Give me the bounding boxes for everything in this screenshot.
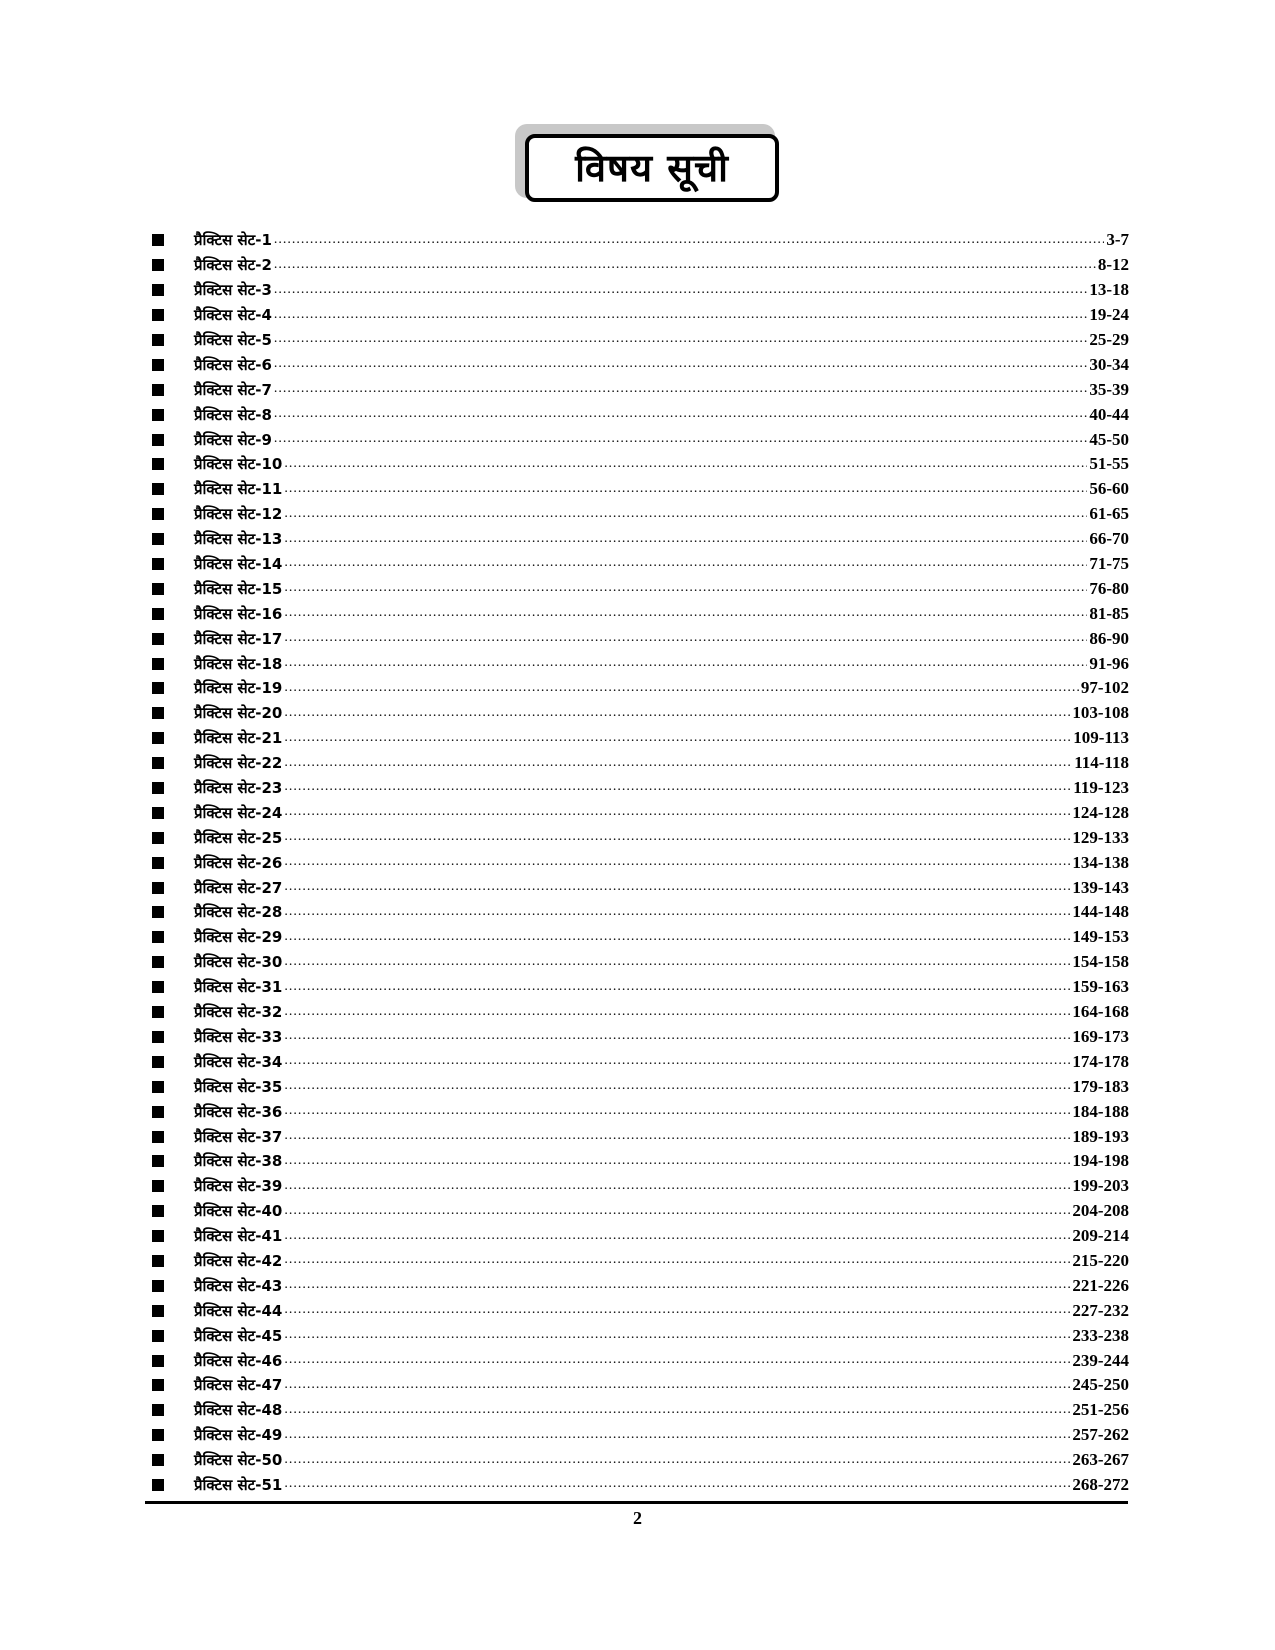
square-bullet-icon (152, 732, 164, 744)
square-bullet-icon (152, 558, 164, 570)
toc-entry-label: प्रैक्टिस सेट-2 (194, 256, 272, 275)
square-bullet-icon (152, 1255, 164, 1267)
toc-entry-pages: 81-85 (1089, 603, 1129, 623)
square-bullet-icon (152, 1429, 164, 1441)
toc-entry-label: प्रैक्टिस सेट-23 (194, 779, 283, 798)
toc-entry-label: प्रैक्टिस सेट-5 (194, 331, 272, 349)
toc-entry-pages: 204-208 (1072, 1201, 1129, 1221)
square-bullet-icon (152, 1404, 164, 1416)
toc-entry-pages: 154-158 (1072, 952, 1129, 972)
square-bullet-icon (152, 1180, 164, 1192)
toc-entry-label: प्रैक्टिस सेट-40 (194, 1202, 283, 1221)
toc-entry[interactable] (148, 726, 1129, 751)
toc-entry-pages: 25-29 (1089, 330, 1129, 349)
toc-entry-label: प्रैक्टिस सेट-30 (194, 953, 283, 972)
toc-entry-pages: 109-113 (1073, 728, 1129, 748)
dot-leader (284, 1054, 1070, 1074)
toc-entry-label: प्रैक्टिस सेट-44 (194, 1301, 283, 1320)
square-bullet-icon (152, 284, 164, 296)
toc-entry-pages: 71-75 (1089, 554, 1129, 574)
toc-entry-label: प्रैक्टिस सेट-33 (194, 1027, 283, 1046)
toc-entry-pages: 8-12 (1097, 255, 1129, 275)
toc-entry[interactable] (148, 751, 1129, 776)
dot-leader (284, 1029, 1070, 1049)
dot-leader (284, 656, 1087, 676)
square-bullet-icon (152, 1155, 164, 1167)
toc-entry-pages: 3-7 (1106, 230, 1129, 250)
dot-leader (284, 1378, 1070, 1398)
dot-leader (284, 1005, 1070, 1025)
toc-entry[interactable] (148, 1174, 1129, 1199)
toc-entry-pages: 164-168 (1072, 1002, 1129, 1022)
square-bullet-icon (152, 384, 164, 396)
toc-entry[interactable] (148, 328, 1129, 353)
square-bullet-icon (152, 458, 164, 470)
square-bullet-icon (152, 483, 164, 495)
toc-entry-pages: 179-183 (1072, 1076, 1129, 1096)
toc-entry-pages: 119-123 (1073, 778, 1129, 798)
toc-entry[interactable] (148, 925, 1129, 950)
dot-leader (274, 308, 1087, 328)
toc-entry-pages: 114-118 (1074, 753, 1129, 773)
toc-entry[interactable] (148, 452, 1129, 477)
dot-leader (284, 955, 1070, 975)
toc-entry-label: प्रैक्टिस सेट-24 (194, 803, 283, 822)
toc-entry-label: प्रैक्टिस सेट-47 (194, 1376, 283, 1395)
toc-entry-pages: 91-96 (1089, 653, 1129, 673)
dot-leader (284, 731, 1071, 751)
square-bullet-icon (152, 1305, 164, 1317)
toc-entry-pages: 86-90 (1089, 628, 1129, 648)
toc-entry-label: प्रैक्टिस सेट-9 (194, 430, 272, 449)
toc-entry-pages: 129-133 (1072, 827, 1129, 847)
square-bullet-icon (152, 931, 164, 943)
square-bullet-icon (152, 956, 164, 968)
toc-entry[interactable] (148, 1348, 1129, 1373)
toc-entry[interactable] (148, 626, 1129, 651)
dot-leader (284, 1104, 1070, 1124)
toc-entry-label: प्रैक्टिस सेट-17 (194, 629, 283, 648)
toc-entry-pages: 257-262 (1072, 1425, 1129, 1445)
toc-entry[interactable] (148, 825, 1129, 850)
toc-entry[interactable] (148, 601, 1129, 626)
toc-entry-pages: 139-143 (1072, 877, 1129, 897)
toc-entry-label: प्रैक्टिस सेट-1 (194, 231, 272, 250)
dot-leader (284, 1428, 1070, 1448)
toc-entry-label: प्रैक्टिस सेट-29 (194, 928, 283, 947)
square-bullet-icon (152, 1479, 164, 1491)
dot-leader (284, 507, 1087, 527)
square-bullet-icon (152, 1205, 164, 1217)
toc-entry[interactable] (148, 651, 1129, 676)
toc-entry-pages: 97-102 (1080, 678, 1129, 698)
square-bullet-icon (152, 807, 164, 819)
dot-leader (274, 233, 1104, 253)
toc-entry-label: प्रैक्टिस सेट-16 (194, 604, 283, 623)
square-bullet-icon (152, 1230, 164, 1242)
dot-leader (284, 1477, 1070, 1497)
dot-leader (284, 880, 1070, 900)
dot-leader (284, 780, 1071, 800)
toc-entry-pages: 76-80 (1089, 578, 1129, 598)
toc-entry[interactable] (148, 1199, 1129, 1224)
toc-entry-pages: 149-153 (1072, 927, 1129, 947)
toc-entry[interactable] (148, 576, 1129, 601)
toc-entry-label: प्रैक्टिस सेट-21 (194, 729, 283, 748)
square-bullet-icon (152, 882, 164, 894)
toc-entry[interactable] (148, 1124, 1129, 1149)
toc-entry-pages: 227-232 (1072, 1300, 1129, 1320)
toc-entry[interactable] (148, 1448, 1129, 1473)
dot-leader (284, 805, 1070, 825)
toc-entry[interactable] (148, 1099, 1129, 1124)
toc-entry-pages: 144-148 (1072, 902, 1129, 922)
toc-entry-pages: 13-18 (1089, 280, 1129, 300)
square-bullet-icon (152, 757, 164, 769)
square-bullet-icon (152, 857, 164, 869)
toc-entry-pages: 189-193 (1072, 1126, 1129, 1146)
toc-entry-label: प्रैक्टिस सेट-12 (194, 505, 283, 524)
dot-leader (284, 756, 1072, 776)
dot-leader (274, 258, 1096, 278)
square-bullet-icon (152, 707, 164, 719)
square-bullet-icon (152, 583, 164, 595)
toc-entry[interactable] (148, 1373, 1129, 1398)
title-box (525, 134, 779, 202)
dot-leader (284, 631, 1087, 651)
table-of-contents (148, 228, 1129, 1497)
toc-entry[interactable] (148, 1025, 1129, 1050)
toc-entry-label: प्रैक्टिस सेट-13 (194, 530, 283, 549)
toc-entry-pages: 66-70 (1089, 529, 1129, 549)
square-bullet-icon (152, 1031, 164, 1043)
toc-entry-label: प्रैक्टिस सेट-3 (194, 281, 272, 300)
toc-entry-pages: 268-272 (1072, 1474, 1129, 1494)
toc-entry-label: प्रैक्टिस सेट-7 (194, 380, 272, 399)
toc-entry-label: प्रैक्टिस सेट-22 (194, 754, 283, 773)
dot-leader (284, 1328, 1070, 1348)
toc-entry[interactable] (148, 527, 1129, 552)
square-bullet-icon (152, 1280, 164, 1292)
toc-entry[interactable] (148, 975, 1129, 1000)
toc-entry-pages: 124-128 (1072, 802, 1129, 822)
dot-leader (284, 830, 1070, 850)
toc-entry[interactable] (148, 875, 1129, 900)
square-bullet-icon (152, 1106, 164, 1118)
dot-leader (284, 1204, 1070, 1224)
toc-entry-pages: 263-267 (1072, 1450, 1129, 1470)
dot-leader (284, 482, 1087, 502)
toc-entry[interactable] (148, 1049, 1129, 1074)
footer-rule (145, 1501, 1128, 1504)
toc-entry-label: प्रैक्टिस सेट-51 (194, 1475, 283, 1494)
toc-entry-label: प्रैक्टिस सेट-46 (194, 1351, 283, 1370)
dot-leader (284, 1229, 1070, 1249)
square-bullet-icon (152, 1081, 164, 1093)
toc-entry-label: प्रैक्टिस सेट-42 (194, 1251, 283, 1270)
toc-entry[interactable] (148, 1398, 1129, 1423)
toc-entry[interactable] (148, 1249, 1129, 1274)
dot-leader (284, 532, 1087, 552)
dot-leader (284, 457, 1087, 477)
toc-entry[interactable] (148, 701, 1129, 726)
toc-entry-pages: 174-178 (1072, 1051, 1129, 1071)
dot-leader (284, 905, 1070, 925)
toc-entry[interactable] (148, 1149, 1129, 1174)
toc-entry[interactable] (148, 676, 1129, 701)
square-bullet-icon (152, 359, 164, 371)
dot-leader (284, 606, 1087, 626)
square-bullet-icon (152, 682, 164, 694)
toc-entry-label: प्रैक्टिस सेट-39 (194, 1177, 283, 1196)
square-bullet-icon (152, 1454, 164, 1466)
toc-entry-label: प्रैक्टिस सेट-10 (194, 455, 283, 474)
square-bullet-icon (152, 533, 164, 545)
toc-entry-pages: 233-238 (1072, 1325, 1129, 1345)
dot-leader (284, 1403, 1070, 1423)
toc-entry[interactable] (148, 502, 1129, 527)
dot-leader (274, 357, 1087, 377)
square-bullet-icon (152, 633, 164, 645)
toc-entry-pages: 19-24 (1089, 305, 1129, 325)
dot-leader (284, 581, 1087, 601)
square-bullet-icon (152, 906, 164, 918)
toc-entry-pages: 215-220 (1072, 1250, 1129, 1270)
toc-entry-pages: 251-256 (1072, 1400, 1129, 1420)
toc-entry[interactable] (148, 1298, 1129, 1323)
toc-entry[interactable] (148, 1000, 1129, 1025)
toc-entry-pages: 209-214 (1072, 1226, 1129, 1246)
dot-leader (284, 1154, 1070, 1174)
toc-entry[interactable] (148, 477, 1129, 502)
square-bullet-icon (152, 658, 164, 670)
toc-entry[interactable] (148, 253, 1129, 278)
square-bullet-icon (152, 1355, 164, 1367)
toc-entry-pages: 103-108 (1072, 703, 1129, 723)
dot-leader (274, 283, 1087, 303)
dot-leader (284, 1179, 1070, 1199)
toc-entry-label: प्रैक्टिस सेट-36 (194, 1102, 283, 1121)
toc-entry[interactable] (148, 402, 1129, 427)
toc-entry-label: प्रैक्टिस सेट-31 (194, 978, 283, 997)
toc-entry-label: प्रैक्टिस सेट-28 (194, 903, 283, 922)
toc-entry-pages: 245-250 (1072, 1375, 1129, 1395)
title-banner (515, 124, 790, 208)
dot-leader (274, 432, 1087, 452)
toc-entry-pages: 61-65 (1089, 504, 1129, 524)
dot-leader (284, 980, 1070, 1000)
page-number: 2 (633, 1508, 642, 1528)
toc-entry-pages: 56-60 (1089, 479, 1129, 499)
toc-entry[interactable] (148, 950, 1129, 975)
toc-entry-label: प्रैक्टिस सेट-8 (194, 405, 272, 424)
square-bullet-icon (152, 1056, 164, 1068)
square-bullet-icon (152, 409, 164, 421)
dot-leader (284, 1353, 1070, 1373)
toc-entry[interactable] (148, 228, 1129, 253)
dot-leader (284, 1453, 1070, 1473)
square-bullet-icon (152, 259, 164, 271)
toc-entry-label: प्रैक्टिस सेट-50 (194, 1451, 283, 1470)
square-bullet-icon (152, 1379, 164, 1391)
toc-entry[interactable] (148, 552, 1129, 577)
dot-leader (284, 681, 1079, 701)
toc-entry-label: प्रैक्टिस सेट-48 (194, 1401, 283, 1420)
toc-entry-label: प्रैक्टिस सेट-14 (194, 555, 283, 574)
toc-entry-label: प्रैक्टिस सेट-49 (194, 1426, 283, 1445)
toc-entry-label: प्रैक्टिस सेट-37 (194, 1127, 283, 1146)
toc-entry[interactable] (148, 1074, 1129, 1099)
toc-entry[interactable] (148, 303, 1129, 328)
toc-entry-pages: 30-34 (1089, 354, 1129, 374)
dot-leader (274, 407, 1087, 427)
toc-entry-label: प्रैक्टिस सेट-11 (194, 480, 283, 499)
square-bullet-icon (152, 1131, 164, 1143)
dot-leader (284, 1278, 1070, 1298)
toc-entry[interactable] (148, 1323, 1129, 1348)
toc-entry[interactable] (148, 800, 1129, 825)
square-bullet-icon (152, 981, 164, 993)
toc-entry[interactable] (148, 1473, 1129, 1498)
toc-entry-pages: 45-50 (1089, 429, 1129, 449)
toc-entry-pages: 239-244 (1072, 1350, 1129, 1370)
toc-entry-label: प्रैक्टिस सेट-38 (194, 1152, 283, 1171)
dot-leader (284, 556, 1087, 576)
square-bullet-icon (152, 1330, 164, 1342)
toc-entry-label: प्रैक्टिस सेट-6 (194, 355, 272, 374)
toc-entry-pages: 199-203 (1072, 1176, 1129, 1196)
toc-entry-label: प्रैक्टिस सेट-18 (194, 654, 283, 673)
toc-entry-pages: 134-138 (1072, 852, 1129, 872)
toc-entry[interactable] (148, 900, 1129, 925)
toc-entry[interactable] (148, 776, 1129, 801)
square-bullet-icon (152, 309, 164, 321)
dot-leader (284, 930, 1070, 950)
dot-leader (284, 1129, 1070, 1149)
toc-entry[interactable] (148, 1224, 1129, 1249)
toc-entry-label: प्रैक्टिस सेट-45 (194, 1326, 283, 1345)
square-bullet-icon (152, 234, 164, 246)
toc-entry-pages: 51-55 (1089, 454, 1129, 474)
toc-entry-label: प्रैक्टिस सेट-15 (194, 579, 283, 598)
dot-leader (284, 1253, 1070, 1273)
toc-entry[interactable] (148, 850, 1129, 875)
toc-entry[interactable] (148, 1423, 1129, 1448)
dot-leader (284, 1079, 1070, 1099)
dot-leader (284, 1303, 1070, 1323)
dot-leader (284, 706, 1070, 726)
dot-leader (284, 855, 1070, 875)
square-bullet-icon (152, 608, 164, 620)
toc-entry-pages: 35-39 (1089, 379, 1129, 399)
toc-entry-label: प्रैक्टिस सेट-27 (194, 878, 283, 897)
toc-entry-label: प्रैक्टिस सेट-4 (194, 306, 272, 325)
toc-entry-label: प्रैक्टिस सेट-35 (194, 1077, 283, 1096)
page-title: विषय सूची (575, 146, 729, 190)
square-bullet-icon (152, 508, 164, 520)
toc-entry[interactable] (148, 352, 1129, 377)
toc-entry-pages: 40-44 (1089, 404, 1129, 424)
square-bullet-icon (152, 434, 164, 446)
toc-entry-label: प्रैक्टिस सेट-20 (194, 704, 283, 723)
toc-entry-label: प्रैक्टिस सेट-19 (194, 679, 283, 698)
square-bullet-icon (152, 782, 164, 794)
toc-entry[interactable] (148, 427, 1129, 452)
toc-entry-pages: 184-188 (1072, 1101, 1129, 1121)
dot-leader (274, 332, 1087, 352)
toc-entry-pages: 169-173 (1072, 1026, 1129, 1046)
toc-entry-pages: 221-226 (1072, 1275, 1129, 1295)
toc-entry-pages: 194-198 (1072, 1151, 1129, 1171)
toc-entry-label: प्रैक्टिस सेट-25 (194, 828, 283, 847)
toc-entry-label: प्रैक्टिस सेट-34 (194, 1052, 283, 1071)
square-bullet-icon (152, 1006, 164, 1018)
toc-entry[interactable] (148, 1273, 1129, 1298)
toc-entry-pages: 159-163 (1072, 977, 1129, 997)
toc-entry-label: प्रैक्टिस सेट-26 (194, 853, 283, 872)
toc-entry[interactable] (148, 278, 1129, 303)
dot-leader (274, 382, 1087, 402)
toc-entry-label: प्रैक्टिस सेट-41 (194, 1227, 283, 1246)
toc-entry-label: प्रैक्टिस सेट-32 (194, 1003, 283, 1022)
square-bullet-icon (152, 334, 164, 346)
toc-entry-label: प्रैक्टिस सेट-43 (194, 1276, 283, 1295)
square-bullet-icon (152, 832, 164, 844)
toc-entry[interactable] (148, 377, 1129, 402)
